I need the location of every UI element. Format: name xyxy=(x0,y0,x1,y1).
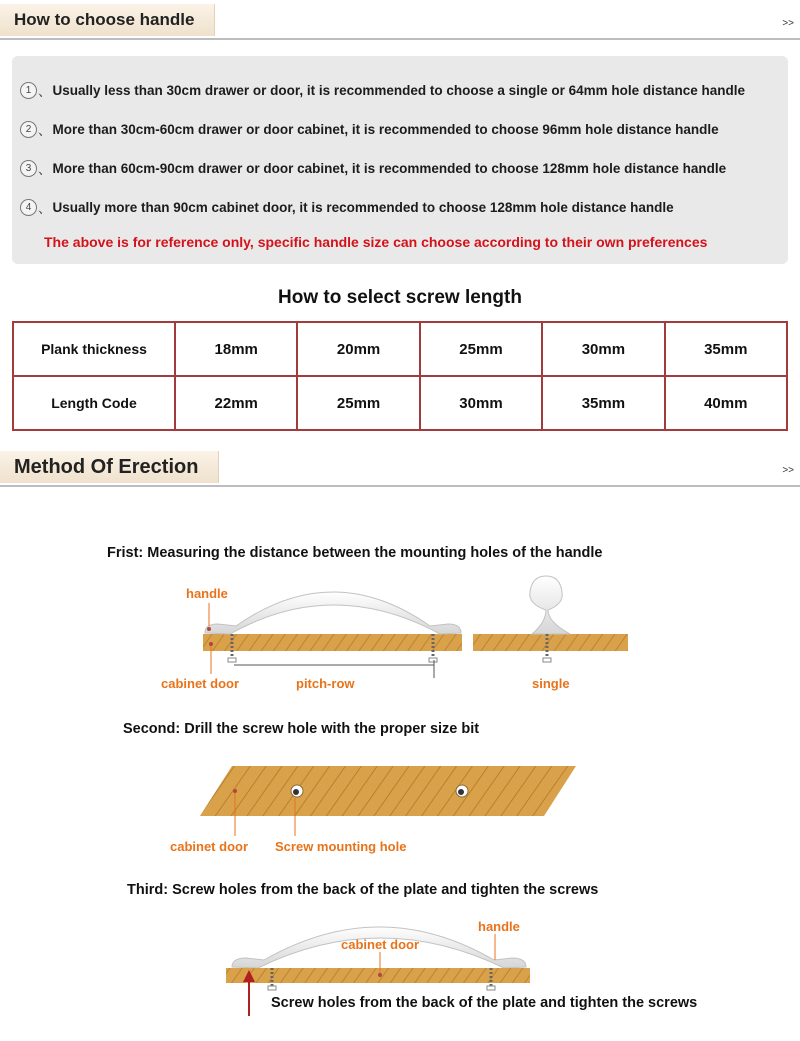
tip-item: 1 、 Usually less than 30cm drawer or door, it is recommended to choose a single or 64mm hole distance handle xyxy=(20,80,745,100)
diagram-third xyxy=(0,912,800,1041)
third-caption: Screw holes from the back of the plate and tighten the screws xyxy=(271,995,698,1011)
table-row xyxy=(13,322,787,376)
section-header-handle xyxy=(0,4,800,44)
tip-item: 3 、 More than 60cm-90cm drawer or door cabinet, it is recommended to choose 128mm hole distance handle xyxy=(20,158,726,178)
table-cell: 18mm xyxy=(175,322,297,376)
table-cell: 40mm xyxy=(665,376,787,430)
cabinet-board xyxy=(473,634,628,651)
table-cell: 30mm xyxy=(420,376,542,430)
screw-table-title: How to select screw length xyxy=(278,287,522,308)
step-second-title: Second: Drill the screw hole with the proper size bit xyxy=(123,721,480,737)
label-screw-hole: Screw mounting hole xyxy=(275,839,407,854)
table-row xyxy=(13,376,787,430)
table-cell: 35mm xyxy=(665,322,787,376)
screw-length-table xyxy=(12,321,788,431)
row-header: Plank thickness xyxy=(13,322,175,376)
circled-number: 2 xyxy=(20,121,37,138)
tips-note: The above is for reference only, specific handle size can choose according to their own preferences xyxy=(44,234,708,250)
label-handle: handle xyxy=(186,586,228,601)
table-cell: 30mm xyxy=(542,322,664,376)
circled-number: 3 xyxy=(20,160,37,177)
screw-hole-icon xyxy=(291,785,303,797)
more-link[interactable]: >> xyxy=(782,18,794,29)
section-title-handle: How to choose handle xyxy=(0,4,215,36)
label-cabinet-door: cabinet door xyxy=(170,839,249,854)
diagram-second xyxy=(0,760,800,860)
screw-hole-icon xyxy=(456,785,468,797)
tip-item: 4 、 Usually more than 90cm cabinet door, it is recommended to choose 128mm hole distance handle xyxy=(20,197,674,217)
tip-text: More than 60cm-90cm drawer or door cabinet, it is recommended to choose 128mm hole distance handle xyxy=(52,160,727,176)
row-header: Length Code xyxy=(13,376,175,430)
section-header-erection xyxy=(0,451,800,491)
step-first-title: Frist: Measuring the distance between the mounting holes of the handle xyxy=(107,545,603,561)
circled-number: 4 xyxy=(20,199,37,216)
table-cell: 22mm xyxy=(175,376,297,430)
label-cabinet-door: cabinet door xyxy=(161,676,240,691)
section-divider xyxy=(0,485,800,487)
label-single: single xyxy=(532,676,570,691)
tip-text: Usually less than 30cm drawer or door, it is recommended to choose a single or 64mm hole distance handle xyxy=(52,82,745,98)
cabinet-board xyxy=(200,766,576,816)
tip-text: Usually more than 90cm cabinet door, it is recommended to choose 128mm hole distance handle xyxy=(52,199,674,215)
label-cabinet-door: cabinet door xyxy=(341,937,420,952)
table-cell: 35mm xyxy=(542,376,664,430)
tip-item: 2 、 More than 30cm-60cm drawer or door cabinet, it is recommended to choose 96mm hole distance handle xyxy=(20,119,719,139)
more-link[interactable]: >> xyxy=(782,465,794,476)
tips-box xyxy=(12,56,788,264)
diagram-first xyxy=(0,570,800,700)
section-title-erection: Method Of Erection xyxy=(0,451,219,483)
cabinet-board xyxy=(203,634,462,651)
label-pitch-row: pitch-row xyxy=(296,676,355,691)
step-third-title: Third: Screw holes from the back of the plate and tighten the screws xyxy=(127,882,599,898)
arched-handle-icon xyxy=(205,592,461,634)
label-handle: handle xyxy=(478,919,520,934)
circled-number: 1 xyxy=(20,82,37,99)
table-cell: 25mm xyxy=(297,376,419,430)
tip-text: More than 30cm-60cm drawer or door cabinet, it is recommended to choose 96mm hole distance handle xyxy=(52,121,719,137)
table-cell: 20mm xyxy=(297,322,419,376)
table-cell: 25mm xyxy=(420,322,542,376)
section-divider xyxy=(0,38,800,40)
